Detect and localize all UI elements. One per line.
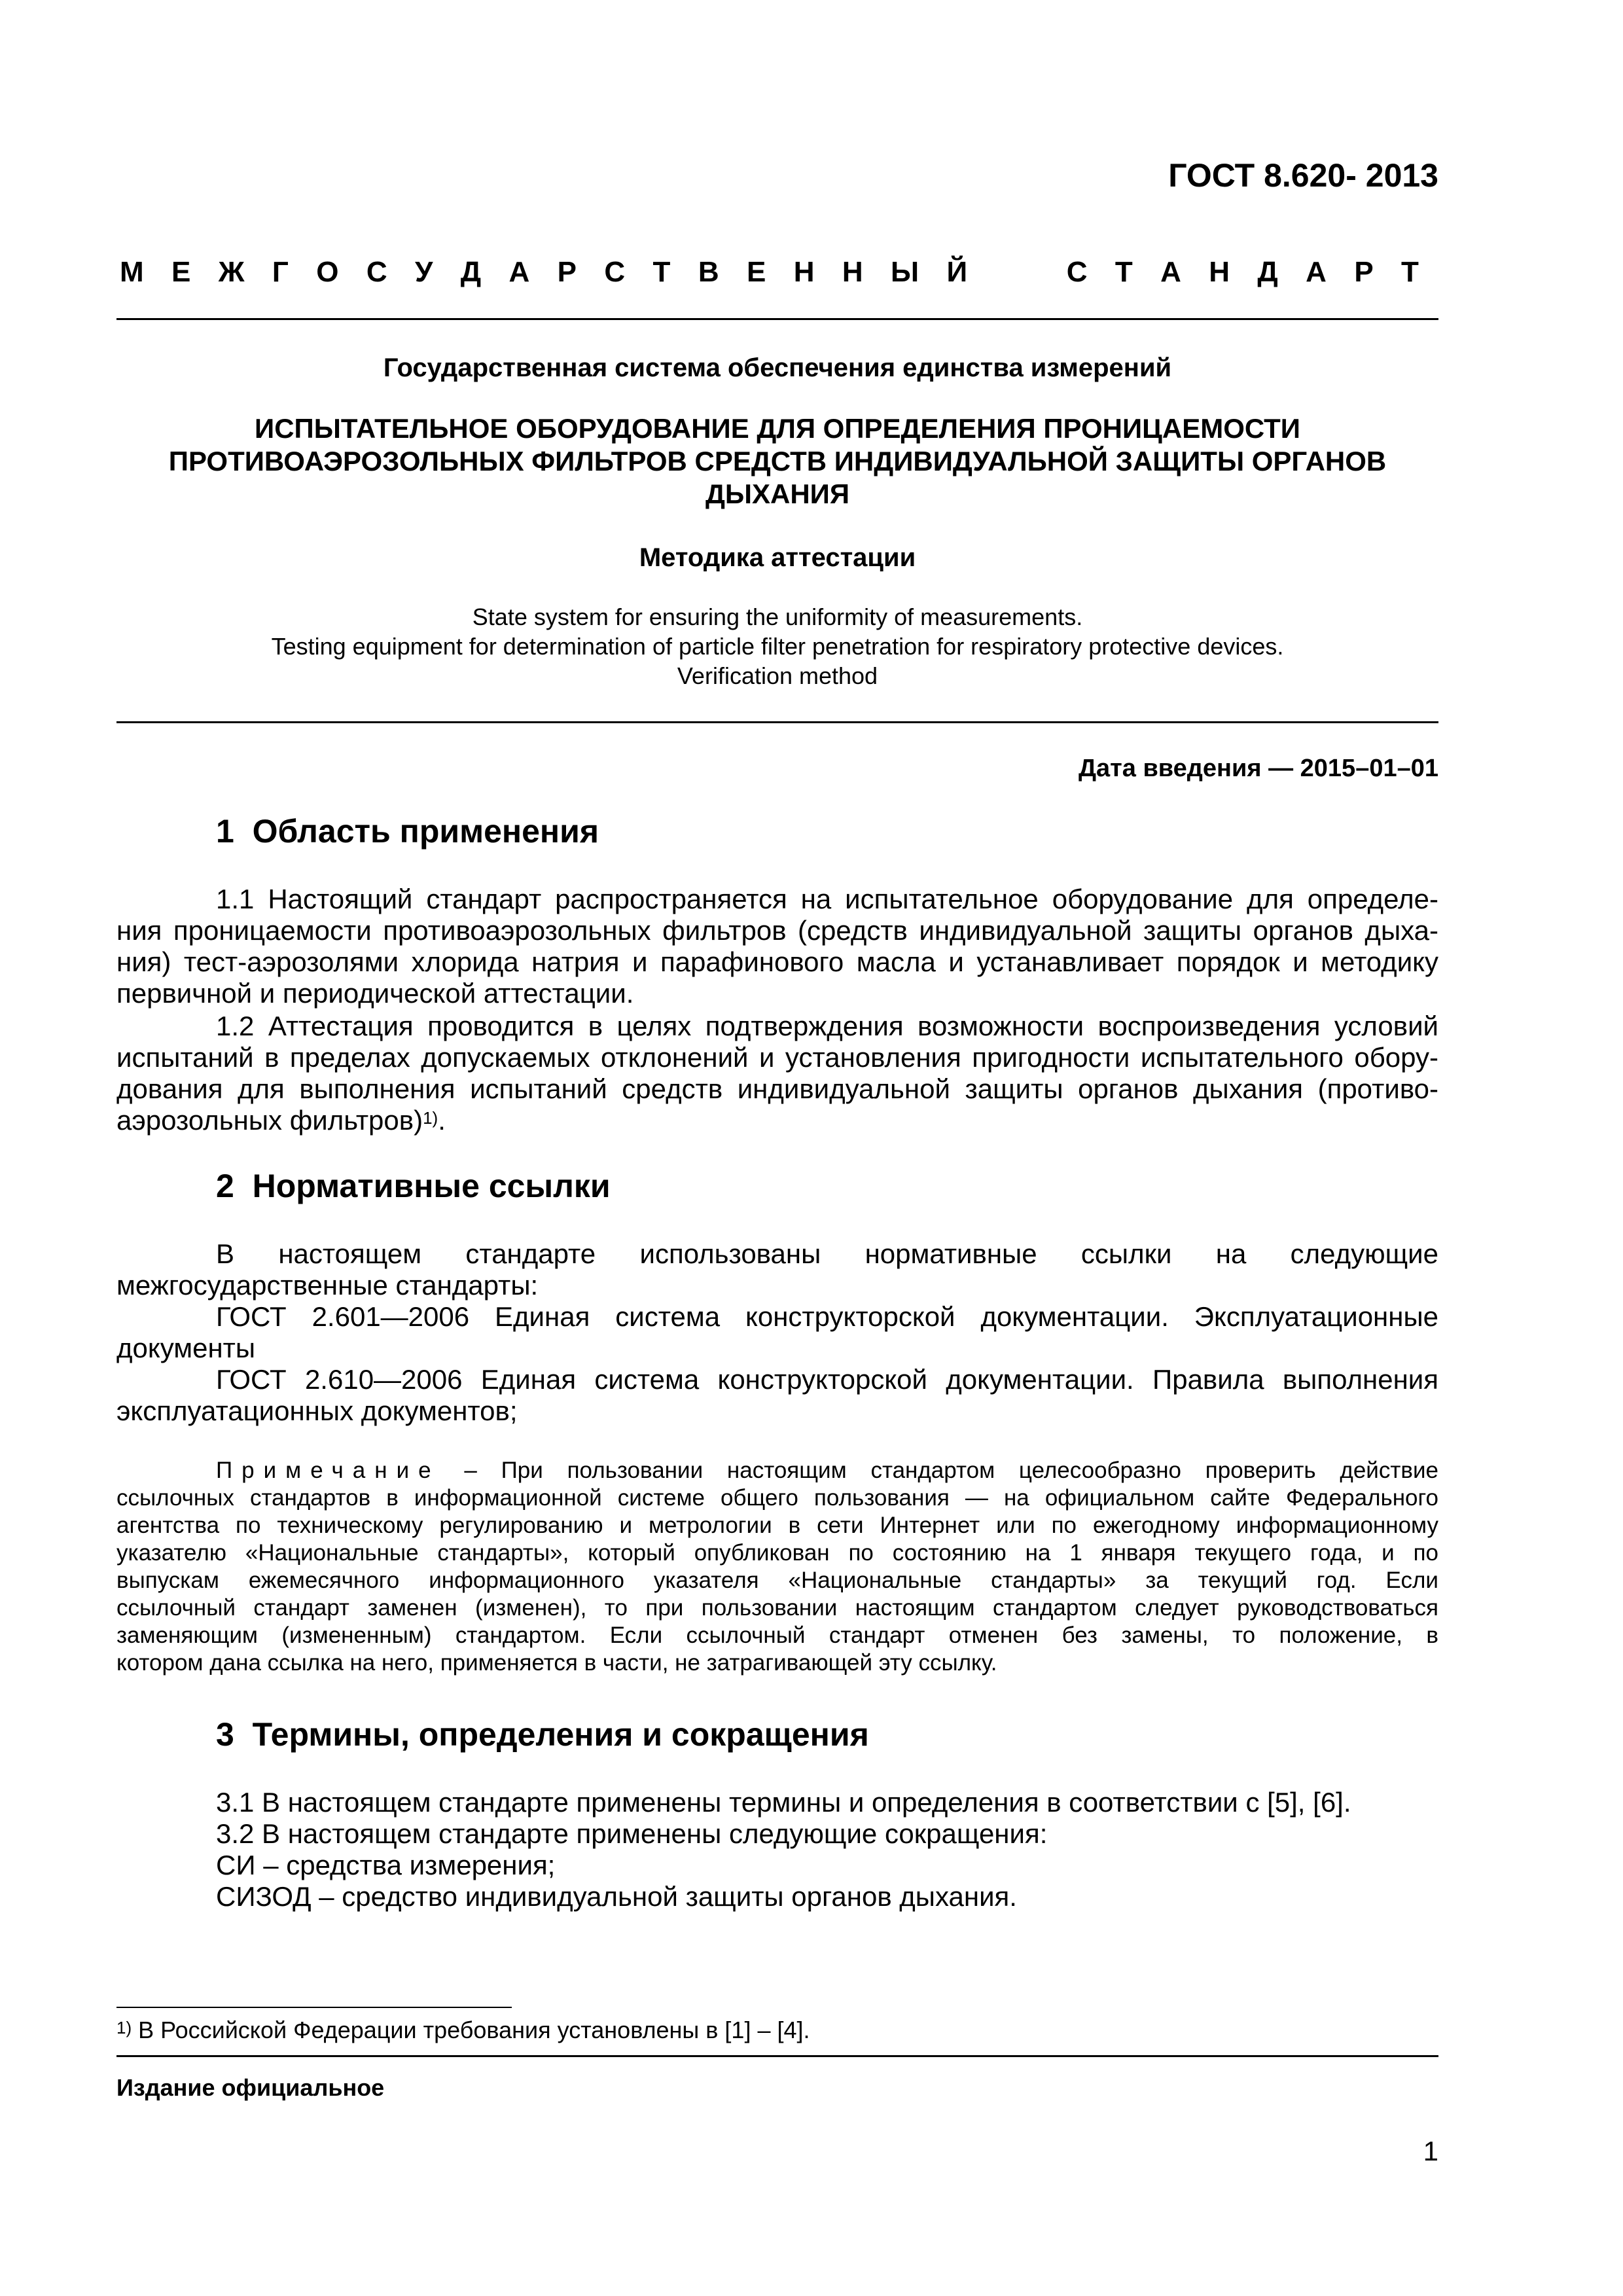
- text-line: ния) тест-аэрозолями хлорида натрия и парафинового масла и устанавливает порядок и методику: [116, 946, 1438, 977]
- note-line: агентства по техническому регулированию и метрологии в сети Интернет или по ежегодному информационному: [116, 1513, 1438, 1538]
- series-title: Государственная система обеспечения единства измерений: [383, 353, 1172, 382]
- note-label: Примечание: [216, 1458, 440, 1483]
- english-title-line: State system for ensuring the uniformity of measurements.: [472, 603, 1083, 630]
- title-letter: О: [316, 256, 339, 288]
- title-letter: Р: [557, 256, 577, 288]
- text-line: дования для выполнения испытаний средств индивидуальной защиты органов дыхания (противо-: [116, 1073, 1438, 1104]
- english-title: [116, 602, 1438, 691]
- main-title-line: ПРОТИВОАЭРОЗОЛЬНЫХ ФИЛЬТРОВ СРЕДСТВ ИНДИВИДУАЛЬНОЙ ЗАЩИТЫ ОРГАНОВ: [168, 446, 1387, 476]
- title-letter: А: [1160, 256, 1181, 288]
- section-1-paragraph-2: [116, 1011, 1438, 1136]
- note-line: ссылочный стандарт заменен (изменен), то при пользовании настоящим стандартом следует руководствоваться: [116, 1595, 1438, 1621]
- text-line: ния проницаемости противоаэрозольных фильтров (средств индивидуальной защиты органов дыха-: [116, 915, 1438, 946]
- title-letter: [995, 254, 1003, 291]
- text-line: 1.1 Настоящий стандарт распространяется на испытательное оборудование для определе-: [216, 884, 1438, 914]
- text-line: СИЗОД – средство индивидуальной защиты органов дыхания.: [216, 1881, 1017, 1912]
- title-letter: Д: [460, 256, 482, 288]
- footnote: $^{1)}$ В Российской Федерации требования установлены в [1] – [4].: [116, 2017, 810, 2043]
- title-divider: [116, 721, 1438, 723]
- title-letter: У: [415, 256, 433, 288]
- title-letter: Д: [1257, 256, 1278, 288]
- section-3-heading: 3 Термины, определения и сокращения: [216, 1716, 869, 1753]
- title-letter: Н: [842, 256, 863, 288]
- text-line: первичной и периодической аттестации.: [116, 978, 634, 1009]
- reference-gost-2-601: ГОСТ 2.601—2006 Единая система конструкторской документации. Эксплуатационные: [216, 1301, 1438, 1332]
- note-line: ссылочных стандартов в информационной системе общего пользования — на официальном сайте Федерального: [116, 1485, 1438, 1511]
- text-line: 3.2 В настоящем стандарте применены следующие сокращения:: [216, 1818, 1048, 1849]
- text-line: СИ – средства измерения;: [216, 1850, 556, 1880]
- header-divider: [116, 318, 1438, 320]
- title-letter: Ж: [218, 256, 245, 288]
- title-letter: Т: [1115, 256, 1133, 288]
- title-letter: Н: [793, 256, 815, 288]
- note-line: выпускам ежемесячного информационного указателя «Национальные стандарты» за текущий год. Если: [116, 1568, 1438, 1593]
- title-letter: В: [698, 256, 719, 288]
- footnote-reference: 1): [423, 1108, 438, 1128]
- text-line: В настоящем стандарте использованы нормативные ссылки на следующие: [216, 1238, 1438, 1269]
- text-line: документы: [116, 1333, 256, 1363]
- text-line: межгосударственные стандарты:: [116, 1270, 539, 1300]
- section-1-paragraph-1: [116, 884, 1438, 1009]
- title-letter: Й: [946, 256, 968, 288]
- section-2-heading: 2 Нормативные ссылки: [216, 1168, 611, 1204]
- text-line: испытаний в пределах допускаемых отклонений и установления пригодности испытательного обору-: [116, 1042, 1438, 1073]
- text-line: 3.1 В настоящем стандарте применены термины и определения в соответствии с [5], [6].: [216, 1787, 1351, 1818]
- interstate-standard-title: [120, 254, 1419, 291]
- title-letter: Р: [1354, 256, 1374, 288]
- main-title-line: ИСПЫТАТЕЛЬНОЕ ОБОРУДОВАНИЕ ДЛЯ ОПРЕДЕЛЕНИЯ ПРОНИЦАЕМОСТИ: [255, 413, 1300, 444]
- title-letter: Т: [1401, 256, 1419, 288]
- method-title: Методика аттестации: [639, 543, 916, 572]
- note-line: заменяющим (измененным) стандартом. Если ссылочный стандарт отменен без замены, то положение, в: [116, 1623, 1438, 1648]
- main-title-line: ДЫХАНИЯ: [705, 478, 850, 509]
- title-letter: Ы: [891, 256, 919, 288]
- section-1-heading: 1 Область применения: [216, 813, 599, 850]
- note-line: указателю «Национальные стандарты», который опубликован по состоянию на 1 января текущего года, и по: [116, 1540, 1438, 1566]
- footer-divider: [116, 2055, 1438, 2057]
- title-letter: Т: [652, 256, 671, 288]
- footnote-divider: [116, 2007, 512, 2008]
- text-line: аэрозольных фильтров)$^{1)}$.: [116, 1105, 446, 1136]
- title-letter: М: [120, 256, 144, 288]
- section-2-note: [116, 1457, 1438, 1677]
- section-3-body: [216, 1787, 1440, 1912]
- title-letter: Н: [1209, 256, 1230, 288]
- title-letter: С: [366, 256, 387, 288]
- edition-label: Издание официальное: [116, 2074, 385, 2101]
- title-letter: А: [1306, 256, 1327, 288]
- title-letter: А: [508, 256, 530, 288]
- page-number: 1: [1423, 2136, 1438, 2166]
- document-main-title: [116, 412, 1438, 511]
- english-title-line: Verification method: [677, 662, 878, 689]
- english-title-line: Testing equipment for determination of particle filter penetration for respiratory protective devices.: [271, 633, 1284, 660]
- note-line: Примечание – При пользовании настоящим стандартом целесообразно проверить действие: [216, 1458, 1438, 1483]
- note-line: котором дана ссылка на него, применяется в части, не затрагивающей эту ссылку.: [116, 1650, 997, 1676]
- title-letter: С: [1066, 256, 1088, 288]
- title-letter: [1031, 254, 1039, 291]
- reference-gost-2-610: ГОСТ 2.610—2006 Единая система конструкторской документации. Правила выполнения: [216, 1364, 1438, 1395]
- title-letter: Е: [746, 256, 766, 288]
- text-line: эксплуатационных документов;: [116, 1395, 518, 1426]
- title-letter: Г: [272, 256, 289, 288]
- footnote-mark: 1): [116, 2018, 132, 2037]
- gost-number: ГОСТ 8.620- 2013: [1168, 157, 1438, 194]
- section-2-references: [116, 1238, 1438, 1427]
- title-letter: Е: [171, 256, 191, 288]
- title-letter: С: [604, 256, 626, 288]
- text-line: 1.2 Аттестация проводится в целях подтверждения возможности воспроизведения условий: [216, 1011, 1438, 1041]
- introduction-date: Дата введения — 2015–01–01: [1078, 755, 1438, 782]
